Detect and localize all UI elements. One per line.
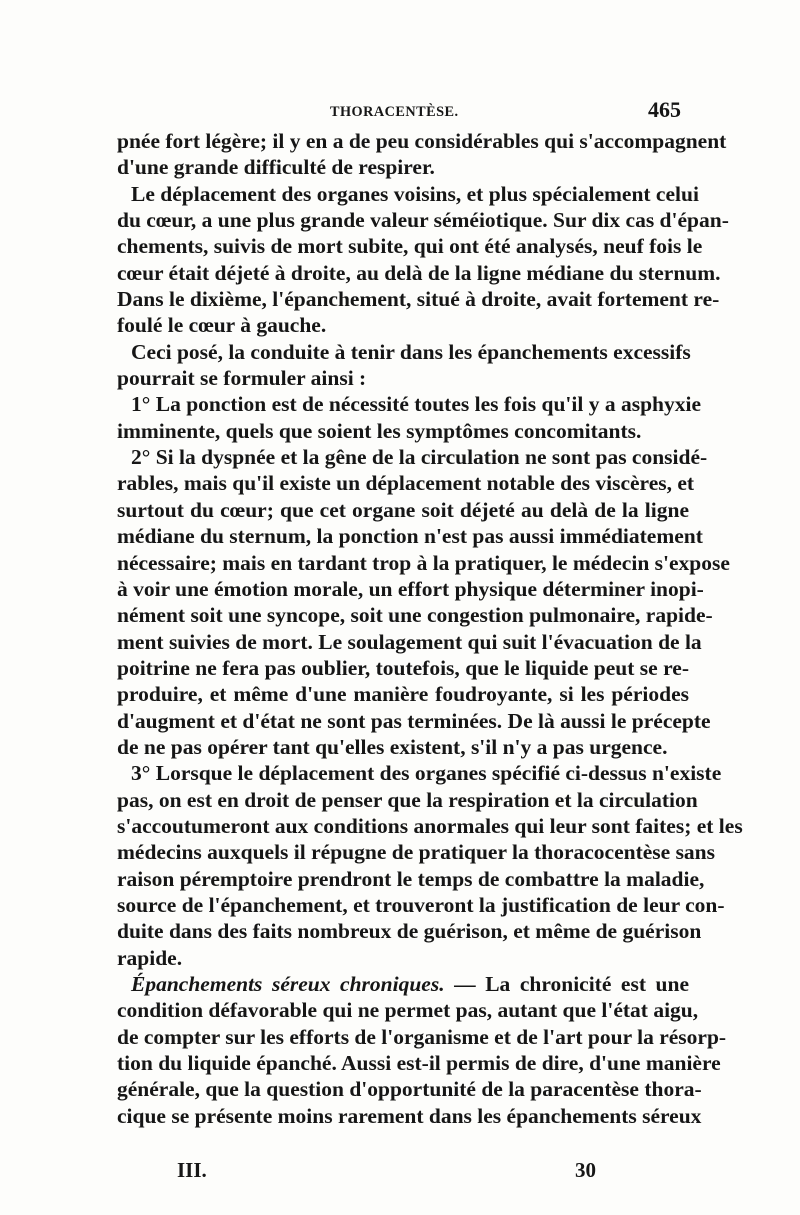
text-line: nécessaire; mais en tardant trop à la pratiquer, le médecin s'expose (117, 550, 730, 575)
text-line-with-heading (117, 971, 689, 997)
text-line-rest: — La chronicité est une (454, 972, 690, 996)
text-line: nément soit une syncope, soit une congestion pulmonaire, rapide- (117, 603, 713, 628)
text-line: médecins auxquels il répugne de pratiquer la thoracocentèse sans (117, 840, 716, 865)
page-number: 465 (648, 97, 681, 122)
text-line: pas, on est en droit de penser que la respiration et la circulation (117, 787, 698, 812)
text-line: 3° Lorsque le déplacement des organes spécifié ci-dessus n'existe (131, 761, 722, 786)
text-line: foulé le cœur à gauche. (117, 313, 327, 338)
text-line: du cœur, a une plus grande valeur séméiotique. Sur dix cas d'épan- (117, 208, 729, 233)
text-line: tion du liquide épanché. Aussi est-il permis de dire, d'une manière (117, 1051, 721, 1076)
text-line: cœur était déjeté à droite, au delà de la ligne médiane du sternum. (117, 260, 721, 285)
text-line: s'accoutumeront aux conditions anormales qui leur sont faites; et les (117, 813, 743, 838)
signature-number: 30 (575, 1158, 596, 1182)
text-line: générale, que la question d'opportunité de la paracentèse thora- (117, 1077, 702, 1102)
text-line: Le déplacement des organes voisins, et plus spécialement celui (131, 181, 699, 206)
text-line: source de l'épanchement, et trouveront la justification de leur con- (117, 892, 725, 917)
text-line: d'augment et d'état ne sont pas terminées. De là aussi le précepte (117, 708, 711, 733)
text-line: d'une grande difficulté de respirer. (117, 155, 435, 180)
text-line: 1° La ponction est de nécessité toutes les fois qu'il y a asphyxie (131, 392, 702, 417)
text-line: surtout du cœur; que cet organe soit déjeté au delà de la ligne (117, 497, 689, 522)
text-line: 2° Si la dyspnée et la gêne de la circulation ne sont pas considé- (131, 445, 708, 470)
text-line: ment suivies de mort. Le soulagement qui suit l'évacuation de la (117, 629, 702, 654)
text-line: rables, mais qu'il existe un déplacement notable des viscères, et (117, 471, 695, 496)
section-heading: Épanchements séreux chroniques. (131, 972, 445, 996)
text-line: rapide. (117, 945, 183, 970)
text-line: à voir une émotion morale, un effort physique déterminer inopi- (117, 576, 704, 601)
text-line: condition défavorable qui ne permet pas, autant que l'état aigu, (117, 998, 699, 1023)
text-line: médiane du sternum, la ponction n'est pas aussi immédiatement (117, 524, 703, 549)
text-line: de compter sur les efforts de l'organisme et de l'art pour la résorp- (117, 1024, 727, 1049)
text-line: duite dans des faits nombreux de guérison, et même de guérison (117, 919, 702, 944)
text-line: Dans le dixième, l'épanchement, situé à droite, avait fortement re- (117, 287, 720, 312)
text-line: imminente, quels que soient les symptômes concomitants. (117, 418, 642, 443)
text-line: pnée fort légère; il y en a de peu considérables qui s'accompagnent (117, 129, 727, 153)
text-line: raison péremptoire prendront le temps de combattre la maladie, (117, 866, 705, 891)
text-line: produire, et même d'une manière foudroyante, si les périodes (117, 682, 689, 707)
running-title: THORACENTÈSE. (330, 104, 459, 120)
signature-mark: III. (177, 1158, 207, 1182)
text-line: de ne pas opérer tant qu'elles existent, s'il n'y a pas urgence. (117, 734, 668, 759)
text-line: poitrine ne fera pas oublier, toutefois, que le liquide peut se re- (117, 655, 689, 680)
text-line: Ceci posé, la conduite à tenir dans les épanchements excessifs (131, 339, 691, 364)
text-line: pourrait se formuler ainsi : (117, 366, 367, 391)
body-text (117, 128, 743, 1129)
text-line: chements, suivis de mort subite, qui ont été analysés, neuf fois le (117, 234, 703, 259)
text-line: cique se présente moins rarement dans les épanchements séreux (117, 1103, 702, 1128)
